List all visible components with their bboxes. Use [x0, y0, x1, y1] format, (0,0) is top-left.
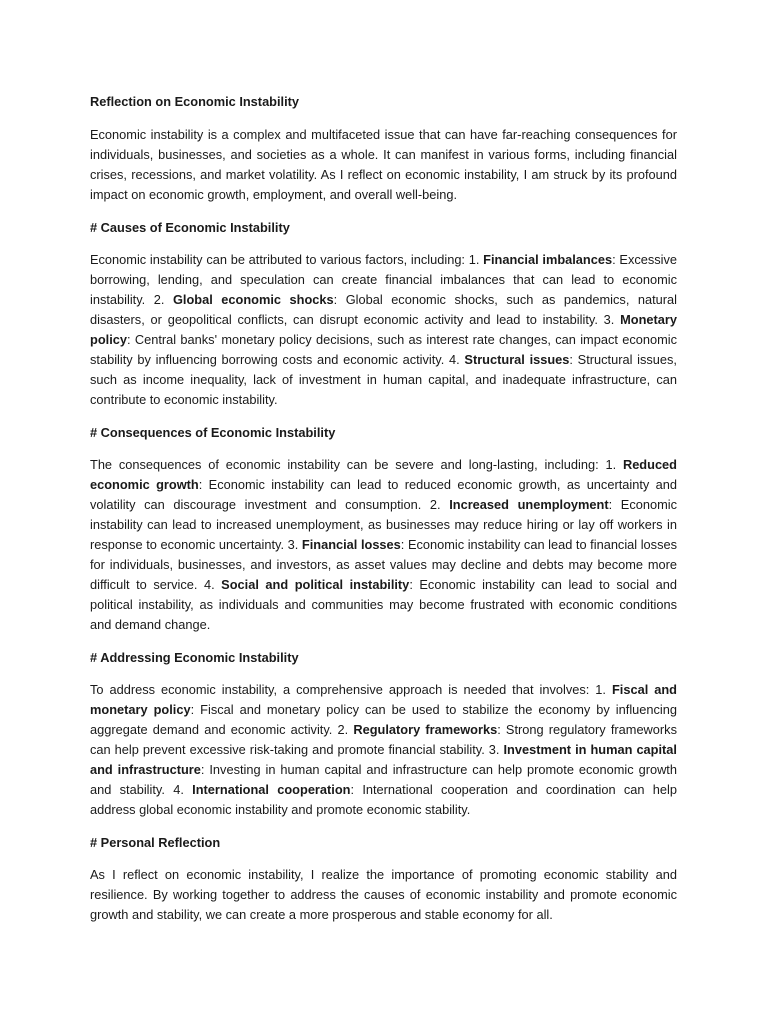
addressing-term-regulatory-frameworks: Regulatory frameworks — [353, 722, 498, 737]
addressing-heading: # Addressing Economic Instability — [90, 650, 299, 665]
consequences-text-2: : Economic instability can lead to increased unemployment, as businesses may reduce hiring or lay off workers in response to economic uncertainty. 3. — [90, 497, 677, 552]
addressing-term-fiscal-monetary-policy: Fiscal and monetary policy — [90, 682, 677, 717]
consequences-term-reduced-growth: Reduced economic growth — [90, 457, 677, 492]
personal-heading: # Personal Reflection — [90, 835, 221, 850]
causes-heading: # Causes of Economic Instability — [90, 220, 290, 235]
consequences-term-financial-losses: Financial losses — [301, 537, 401, 552]
consequences-text-4: : Economic instability can lead to social and political instability, as individuals and communities may become frustrated with economic conditions and demand change. — [90, 577, 677, 632]
consequences-text-1: : Economic instability can lead to reduced economic growth, as uncertainty and volatility can discourage investment and consumption. 2. — [90, 477, 677, 512]
consequences-text-3: : Economic instability can lead to financial losses for individuals, businesses, and investors, as asset values may decline and debts may become more difficult to service. 4. — [90, 537, 677, 592]
consequences-text-0: The consequences of economic instability can be severe and long-lasting, including: 1. — [90, 457, 623, 472]
addressing-text-3: : Investing in human capital and infrastructure can help promote economic growth and stability. 4. — [90, 762, 677, 797]
consequences-term-social-political-instability: Social and political instability — [221, 577, 410, 592]
causes-text-4: : Structural issues, such as income inequality, lack of investment in human capital, and inadequate infrastructure, can contribute to economic instability. — [90, 352, 677, 407]
addressing-paragraph — [90, 680, 677, 820]
causes-text-2: : Global economic shocks, such as pandemics, natural disasters, or geopolitical conflicts, can disrupt economic activity and lead to instability. 3. — [90, 292, 678, 327]
addressing-text-0: To address economic instability, a comprehensive approach is needed that involves: 1. — [90, 682, 612, 697]
causes-term-financial-imbalances: Financial imbalances — [483, 252, 613, 267]
causes-text-0: Economic instability can be attributed to various factors, including: 1. — [90, 252, 484, 267]
causes-term-structural-issues: Structural issues — [464, 352, 570, 367]
causes-term-global-economic-shocks: Global economic shocks — [172, 292, 334, 307]
consequences-paragraph — [90, 455, 677, 635]
causes-text-1: : Excessive borrowing, lending, and speculation can create financial imbalances that can lead to economic instability. 2. — [90, 252, 678, 307]
document-page — [90, 92, 677, 938]
personal-paragraph: As I reflect on economic instability, I realize the importance of promoting economic stability and resilience. By working together to address the causes of economic instability and promote economic growth and stability, we can create a more prosperous and stable economy for all. — [90, 867, 677, 922]
addressing-term-international-cooperation: International cooperation — [192, 782, 351, 797]
intro-paragraph: Economic instability is a complex and multifaceted issue that can have far-reaching consequences for individuals, businesses, and societies as a whole. It can manifest in various forms, including financial crises, recessions, and market volatility. As I reflect on economic instability, I am struck by its profound impact on economic growth, employment, and overall well-being. — [90, 127, 677, 202]
causes-text-3: : Central banks' monetary policy decisions, such as interest rate changes, can impact economic stability by influencing borrowing costs and economic activity. 4. — [90, 332, 677, 367]
addressing-text-1: : Fiscal and monetary policy can be used to stabilize the economy by influencing aggregate demand and economic activity. 2. — [90, 702, 677, 737]
addressing-term-human-capital-infrastructure: Investment in human capital and infrastructure — [90, 742, 677, 777]
consequences-term-increased-unemployment: Increased unemployment — [449, 497, 609, 512]
addressing-text-2: : Strong regulatory frameworks can help prevent excessive risk-taking and promote financial stability. 3. — [90, 722, 677, 757]
consequences-heading: # Consequences of Economic Instability — [90, 425, 336, 440]
causes-paragraph — [90, 250, 677, 410]
addressing-text-4: : International cooperation and coordination can help address global economic instability and promote economic stability. — [90, 782, 677, 817]
document-title: Reflection on Economic Instability — [90, 94, 300, 109]
causes-term-monetary-policy: Monetary policy — [90, 312, 677, 347]
